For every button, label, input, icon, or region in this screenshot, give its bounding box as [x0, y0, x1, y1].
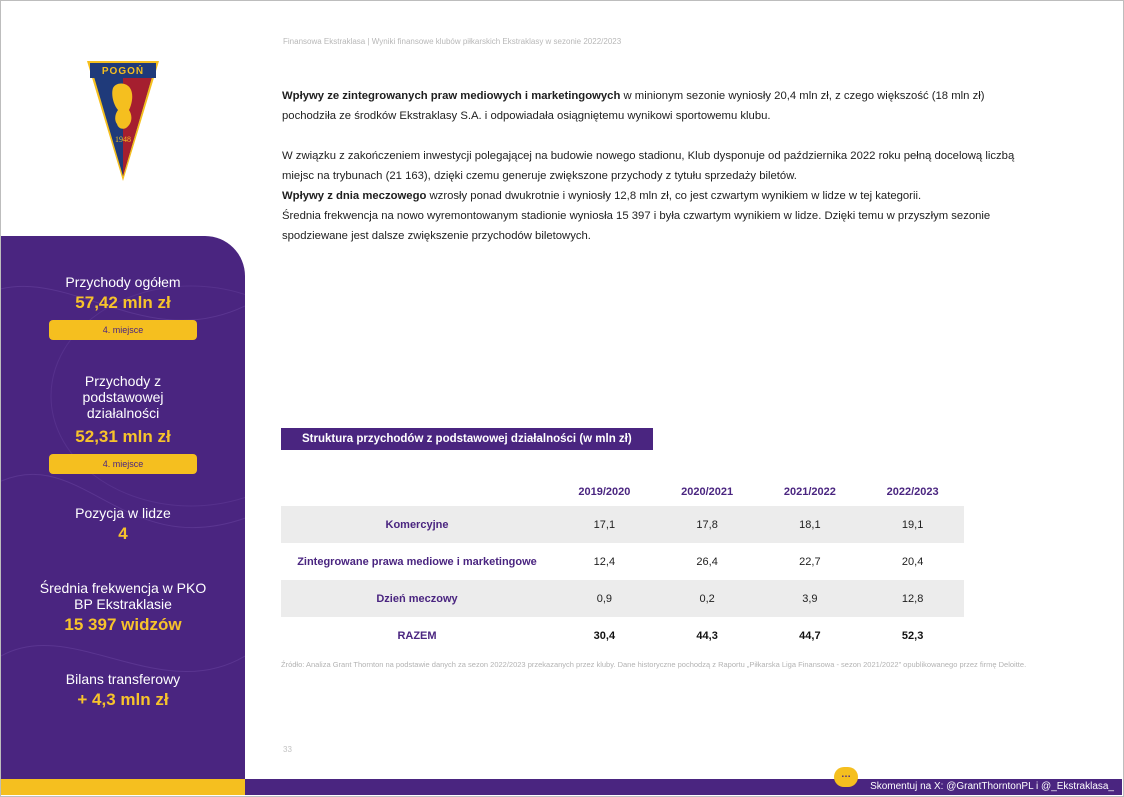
table-cell: 17,8 — [656, 506, 759, 543]
paragraph-text: wzrosły ponad dwukrotnie i wyniosły 12,8 mln zł, co jest czwartym wynikiem w lidze w tej kategorii. — [426, 190, 922, 202]
table-total-row — [281, 617, 964, 654]
table-cell: 12,8 — [861, 580, 964, 617]
stat-value: 15 397 widzów — [64, 615, 182, 634]
table-row — [281, 580, 964, 617]
table-cell: 0,2 — [656, 580, 759, 617]
table-row — [281, 506, 964, 543]
row-label: Komercyjne — [281, 506, 553, 543]
bold-lead: Wpływy z dnia meczowego — [282, 190, 427, 202]
stat-rank-badge: 4. miejsce — [49, 454, 197, 474]
table-title: Struktura przychodów z podstawowej działalności (w mln zł) — [281, 428, 653, 450]
footer-social-text[interactable]: Skomentuj na X: @GrantThorntonPL i @_Ekstraklasa_ — [870, 781, 1114, 792]
row-label: Zintegrowane prawa mediowe i marketingowe — [297, 555, 537, 568]
club-crest-logo — [86, 60, 160, 182]
column-header: 2022/2023 — [886, 486, 939, 498]
column-header: 2020/2021 — [681, 486, 734, 498]
row-label: RAZEM — [397, 629, 437, 642]
table-cell: 3,9 — [759, 580, 862, 617]
table-cell: 52,3 — [901, 629, 924, 642]
stat-label: Przychody ogółem — [65, 274, 181, 290]
table-cell: 20,4 — [901, 555, 924, 568]
table-cell: 26,4 — [696, 555, 718, 568]
stat-value: 57,42 mln zł — [75, 293, 171, 312]
table-header-row — [281, 478, 964, 506]
paragraph-matchday — [282, 186, 1022, 206]
stat-core-revenue — [1, 373, 245, 474]
table-cell: 12,4 — [593, 555, 616, 568]
stat-rank-badge: 4. miejsce — [49, 320, 197, 340]
paragraph-media-rights — [282, 86, 1022, 126]
table-corner — [281, 478, 553, 506]
stat-attendance — [1, 580, 245, 635]
row-label: Dzień meczowy — [281, 580, 553, 617]
footer-accent-strip — [1, 779, 245, 795]
table-cell: 17,1 — [553, 506, 656, 543]
table-cell: 44,7 — [799, 629, 821, 642]
stat-label: Średnia frekwencja w PKO BP Ekstraklasie — [39, 580, 207, 612]
stat-value: + 4,3 mln zł — [77, 690, 169, 709]
speech-bubble-icon: … — [834, 767, 858, 787]
table-row — [281, 543, 964, 580]
table-cell: 30,4 — [593, 629, 616, 642]
table-cell: 18,1 — [759, 506, 862, 543]
page-number: 33 — [283, 745, 292, 754]
table-cell: 19,1 — [861, 506, 964, 543]
crest-year: 1948 — [115, 135, 131, 144]
paragraph-stadium: W związku z zakończeniem inwestycji polegającej na budowie nowego stadionu, Klub dysponuje od października 2022 roku pełną docelową liczbą miejsc na trybunach (21 163), dzięki czemu generuje zwiększone przychody z tytułu sprzedaży biletów. — [282, 150, 1015, 182]
revenue-structure-table — [281, 478, 964, 654]
stat-transfer-balance — [1, 671, 245, 710]
paragraph-attendance: Średnia frekwencja na nowo wyremontowanym stadionie wyniosła 15 397 i była czwartym wynikiem w lidze. Dzięki temu w przyszłym sezonie spodziewane jest dalsze zwiększenie przychodów biletowych. — [282, 210, 991, 242]
stats-sidebar — [1, 236, 245, 779]
stat-total-revenue — [1, 274, 245, 340]
bold-lead: Wpływy ze zintegrowanych praw mediowych i marketingowych — [282, 90, 621, 102]
stat-label: Pozycja w lidze — [75, 505, 171, 521]
source-note: Źródło: Analiza Grant Thornton na podstawie danych za sezon 2022/2023 przekazanych przez kluby. Dane historyczne pochodzą z Raportu „Piłkarska Liga Finansowa - sezon 2021/2022” opublikowanego przez firmę Deloitte. — [281, 660, 1027, 669]
crest-name: POGOŃ — [101, 66, 145, 77]
stat-value: 52,31 mln zł — [75, 427, 171, 446]
column-header: 2021/2022 — [783, 486, 836, 498]
table-cell: 22,7 — [799, 555, 821, 568]
stat-league-position — [1, 505, 245, 544]
running-header: Finansowa Ekstraklasa | Wyniki finansowe klubów piłkarskich Ekstraklasy w sezonie 2022/2023 — [283, 37, 622, 46]
stat-label: Przychody z podstawowej działalności — [82, 373, 164, 421]
column-header: 2019/2020 — [578, 486, 631, 498]
table-cell: 0,9 — [553, 580, 656, 617]
body-text — [282, 86, 1022, 246]
table-cell: 44,3 — [696, 629, 718, 642]
stat-label: Bilans transferowy — [65, 671, 181, 687]
stat-value: 4 — [118, 524, 128, 543]
paragraph-text: w minionym sezonie wyniosły 20,4 mln zł, z czego większość (18 mln zł) pochodziła ze środków Ekstraklasy S.A. i odpowiadała osiągniętemu wynikowi sportowemu klubu. — [282, 90, 985, 122]
